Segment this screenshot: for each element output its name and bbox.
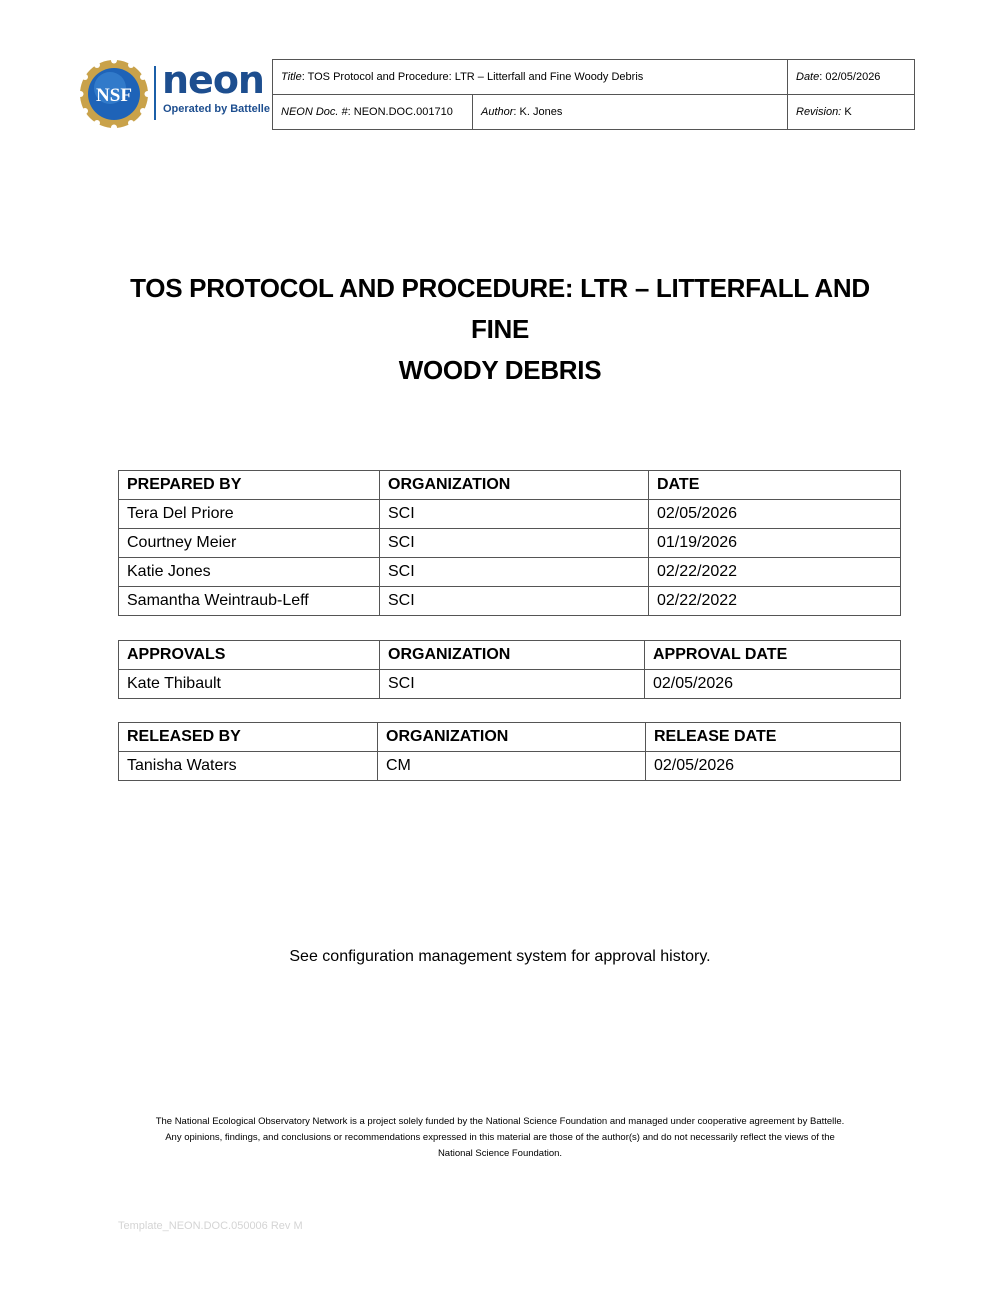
header-date-cell: Date: 02/05/2026 — [788, 60, 915, 95]
organization-cell: SCI — [380, 529, 649, 558]
organization-cell: SCI — [380, 558, 649, 587]
header-title-cell: Title: TOS Protocol and Procedure: LTR – Litterfall and Fine Woody Debris — [273, 60, 788, 95]
nsf-logo-text: NSF — [96, 85, 132, 106]
table-row — [119, 670, 901, 699]
revision-label: Revision: — [796, 106, 842, 118]
template-reference: Template_NEON.DOC.050006 Rev M — [118, 1220, 303, 1232]
released-by-table — [118, 722, 901, 781]
column-header: APPROVAL DATE — [645, 641, 901, 670]
document-title-line-1: TOS PROTOCOL AND PROCEDURE: LTR – LITTERFALL AND FINE — [130, 273, 870, 344]
document-title-line-2: WOODY DEBRIS — [398, 355, 602, 385]
funding-disclaimer — [110, 1114, 890, 1162]
name-cell: Tanisha Waters — [119, 752, 378, 781]
author-value: K. Jones — [519, 106, 563, 118]
prepared-by-table — [118, 470, 901, 616]
disclaimer-line-2: Any opinions, findings, and conclusions or recommendations expressed in this material are those of the author(s) and do not necessarily reflect the views of the — [165, 1132, 835, 1143]
date-cell: 02/22/2022 — [649, 587, 901, 616]
column-header: ORGANIZATION — [378, 723, 646, 752]
table-row — [119, 587, 901, 616]
table-row — [119, 558, 901, 587]
column-header: APPROVALS — [119, 641, 380, 670]
header-revision-cell — [788, 95, 915, 130]
author-label: Author — [481, 106, 514, 118]
header-author-cell: Author: K. Jones — [473, 95, 788, 130]
neon-logo-wordmark: neon — [162, 58, 264, 102]
approval-history-note: See configuration management system for approval history. — [289, 948, 711, 965]
table-header-row — [119, 641, 901, 670]
doc-number-value: NEON.DOC.001710 — [353, 106, 453, 118]
column-header: ORGANIZATION — [380, 641, 645, 670]
date-cell: 02/05/2026 — [649, 500, 901, 529]
table-header-row — [119, 723, 901, 752]
organization-cell: SCI — [380, 670, 645, 699]
column-header: RELEASE DATE — [646, 723, 901, 752]
date-cell: 01/19/2026 — [649, 529, 901, 558]
column-header: RELEASED BY — [119, 723, 378, 752]
title-value: TOS Protocol and Procedure: LTR – Litterfall and Fine Woody Debris — [307, 71, 644, 83]
header-doc-number-cell: NEON Doc. #: NEON.DOC.001710 — [273, 95, 473, 130]
date-cell: 02/05/2026 — [645, 670, 901, 699]
name-cell: Kate Thibault — [119, 670, 380, 699]
approvals-table — [118, 640, 901, 699]
name-cell: Courtney Meier — [119, 529, 380, 558]
doc-number-label: NEON Doc. # — [281, 106, 348, 118]
organization-cell: SCI — [380, 587, 649, 616]
date-cell: 02/22/2022 — [649, 558, 901, 587]
column-header: ORGANIZATION — [380, 471, 649, 500]
column-header: DATE — [649, 471, 901, 500]
logo-divider — [154, 66, 156, 120]
title-label: Title — [281, 71, 302, 83]
revision-value: K — [844, 106, 852, 118]
date-label: Date — [796, 71, 820, 83]
table-row — [119, 752, 901, 781]
disclaimer-line-3: National Science Foundation. — [437, 1148, 563, 1159]
nsf-logo-icon — [78, 58, 150, 130]
date-value: 02/05/2026 — [825, 71, 881, 83]
table-header-row — [119, 471, 901, 500]
name-cell: Katie Jones — [119, 558, 380, 587]
organization-cell: SCI — [380, 500, 649, 529]
date-cell: 02/05/2026 — [646, 752, 901, 781]
logo-area — [78, 56, 270, 132]
table-row — [119, 529, 901, 558]
disclaimer-line-1: The National Ecological Observatory Network is a project solely funded by the National Science Foundation and managed under cooperative agreement by Battelle. — [155, 1116, 845, 1127]
name-cell: Tera Del Priore — [119, 500, 380, 529]
column-header: PREPARED BY — [119, 471, 380, 500]
organization-cell: CM — [378, 752, 646, 781]
document-header-table — [272, 59, 915, 130]
table-row — [119, 500, 901, 529]
document-title — [100, 268, 900, 391]
name-cell: Samantha Weintraub-Leff — [119, 587, 380, 616]
neon-logo-tagline: Operated by Battelle — [163, 103, 270, 115]
